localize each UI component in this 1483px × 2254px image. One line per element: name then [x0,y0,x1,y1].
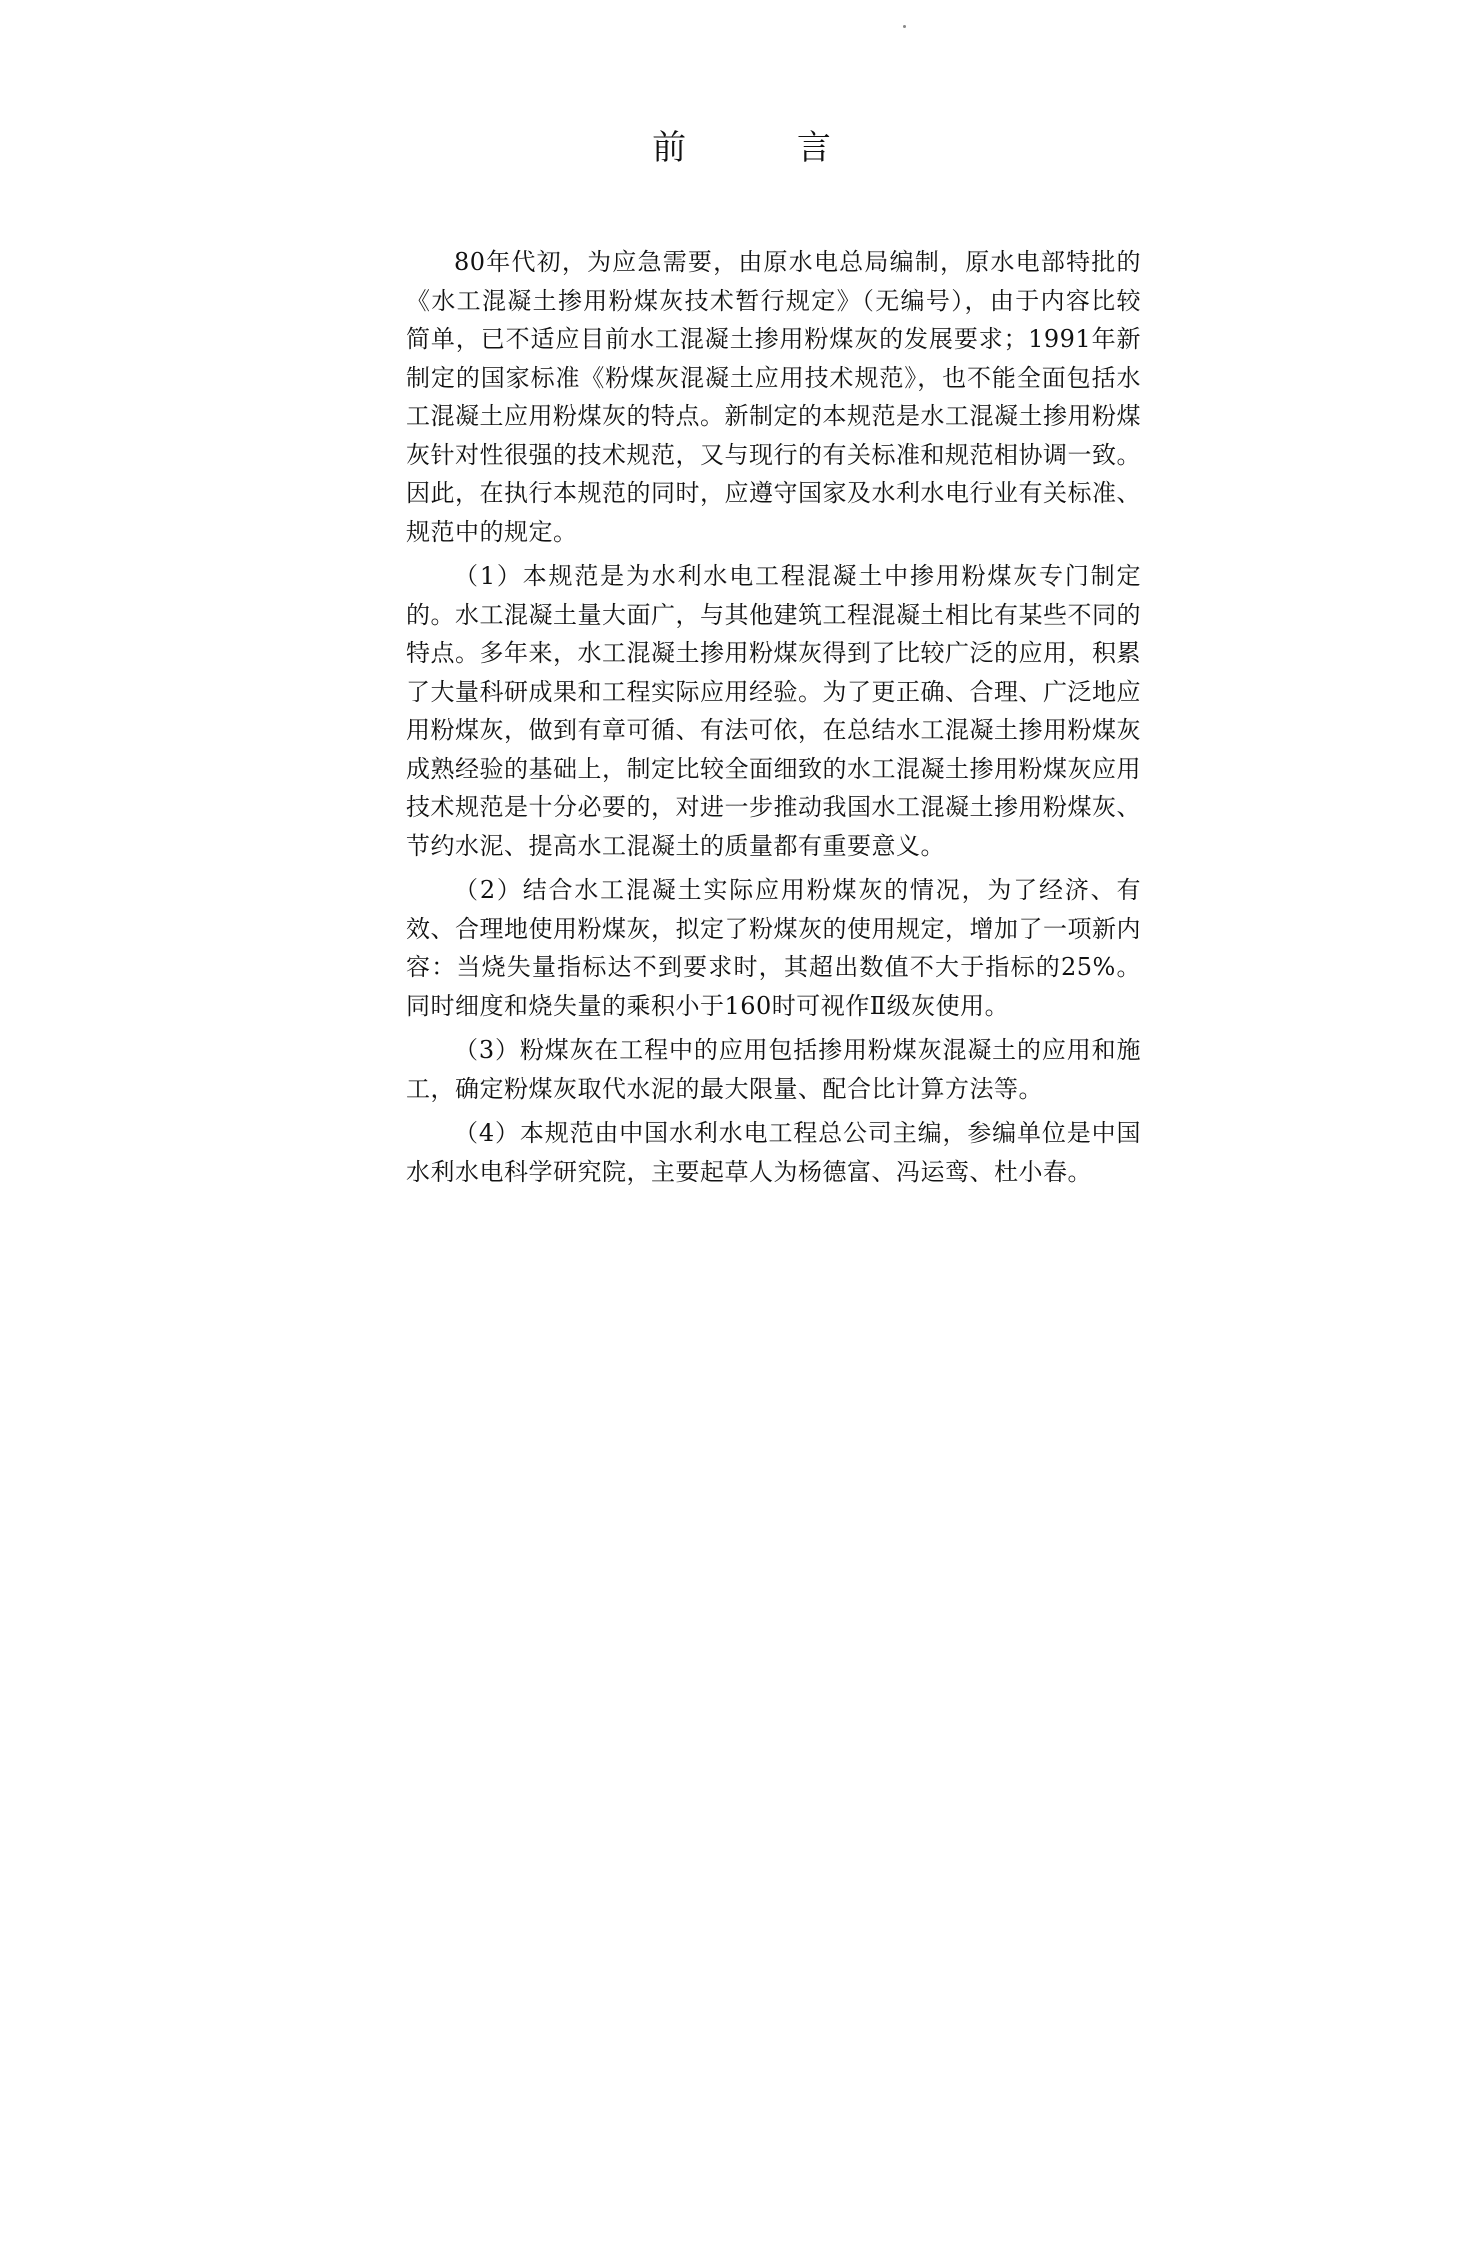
scan-speck [903,25,906,28]
clause-2-paragraph: （2）结合水工混凝土实际应用粉煤灰的情况，为了经济、有效、合理地使用粉煤灰，拟定了粉煤灰的使用规定，增加了一项新内容：当烧失量指标达不到要求时，其超出数值不大于指标的25%。同时细度和烧失量的乘积小于160时可视作Ⅱ级灰使用。 [406,876,1141,1020]
page-title: 前 言 [652,128,881,168]
clause-1-paragraph: （1）本规范是为水利水电工程混凝土中掺用粉煤灰专门制定的。水工混凝土量大面广，与其他建筑工程混凝土相比有某些不同的特点。多年来，水工混凝土掺用粉煤灰得到了比较广泛的应用，积累了大量科研成果和工程实际应用经验。为了更正确、合理、广泛地应用粉煤灰，做到有章可循、有法可依，在总结水工混凝土掺用粉煤灰成熟经验的基础上，制定比较全面细致的水工混凝土掺用粉煤灰应用技术规范是十分必要的，对进一步推动我国水工混凝土掺用粉煤灰、节约水泥、提高水工混凝土的质量都有重要意义。 [406,562,1141,860]
intro-paragraph: 80年代初，为应急需要，由原水电总局编制，原水电部特批的《水工混凝土掺用粉煤灰技术暂行规定》（无编号），由于内容比较简单，已不适应目前水工混凝土掺用粉煤灰的发展要求；1991年新制定的国家标准《粉煤灰混凝土应用技术规范》，也不能全面包括水工混凝土应用粉煤灰的特点。新制定的本规范是水工混凝土掺用粉煤灰针对性很强的技术规范，又与现行的有关标准和规范相协调一致。因此，在执行本规范的同时，应遵守国家及水利水电行业有关标准、规范中的规定。 [406,248,1141,546]
clause-4-paragraph: （4）本规范由中国水利水电工程总公司主编，参编单位是中国水利水电科学研究院，主要起草人为杨德富、冯运鸾、杜小春。 [406,1119,1141,1186]
clause-3-paragraph: （3）粉煤灰在工程中的应用包括掺用粉煤灰混凝土的应用和施工，确定粉煤灰取代水泥的最大限量、配合比计算方法等。 [406,1036,1141,1103]
body-text [406,243,1141,1197]
